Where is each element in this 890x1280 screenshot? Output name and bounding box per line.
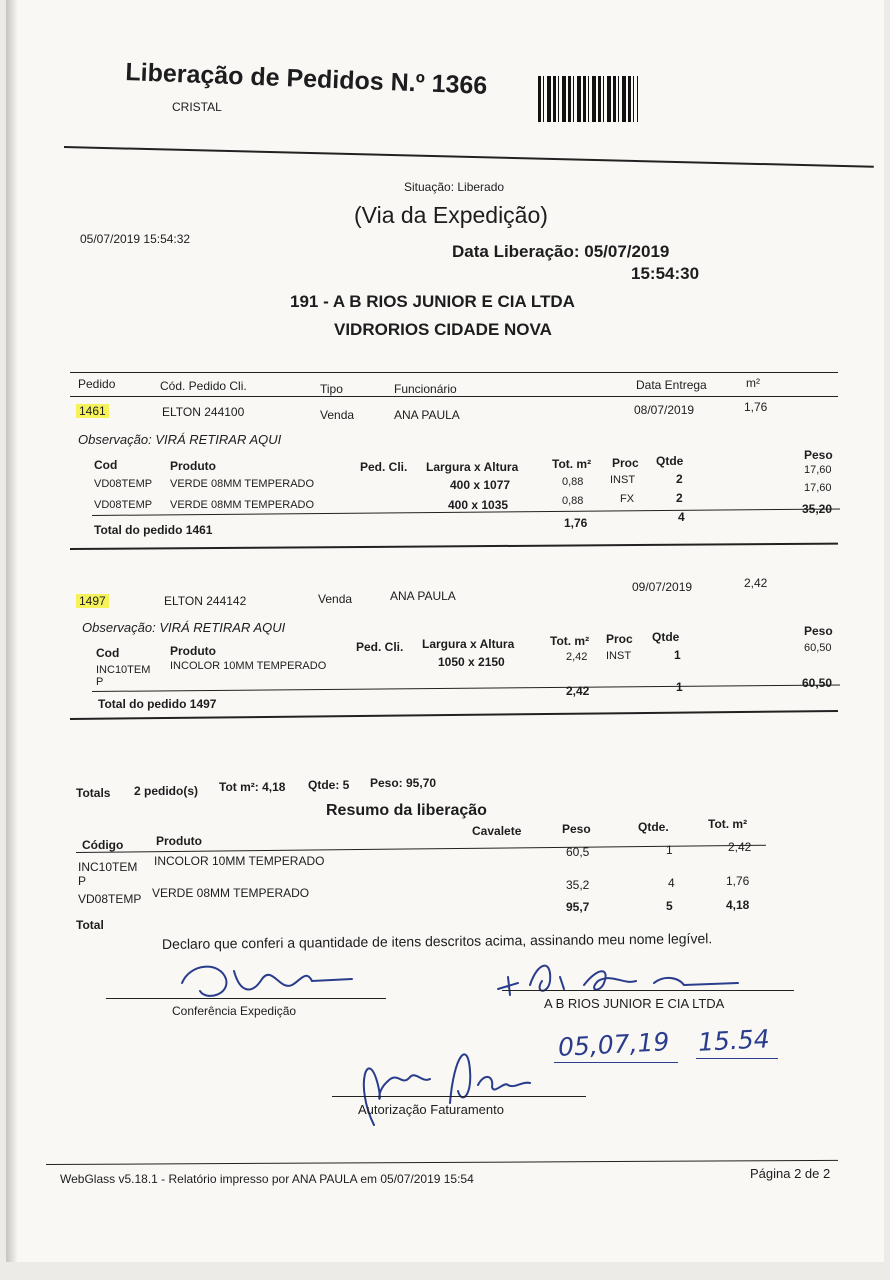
order-total-m2: 2,42	[566, 684, 590, 698]
item-qty: 2	[676, 491, 683, 505]
via-label: (Via da Expedição)	[354, 202, 548, 228]
item-weight: 17,60	[804, 482, 832, 494]
item-product: VERDE 08MM TEMPERADO	[170, 478, 315, 490]
summary-m2: 1,76	[726, 874, 750, 888]
item-qty: 2	[676, 472, 683, 486]
summary-col-codigo: Código	[82, 838, 124, 852]
order-m2: 1,76	[744, 400, 768, 414]
item-proc: FX	[620, 493, 635, 505]
item-dimensions: 400 x 1077	[450, 478, 511, 492]
summary-total-qty: 5	[666, 899, 673, 913]
item-col-peso: Peso	[804, 448, 833, 462]
item-m2: 2,42	[566, 651, 588, 663]
col-data-entrega: Data Entrega	[636, 378, 707, 392]
order-observation: Observação: VIRÁ RETIRAR AQUI	[82, 620, 286, 635]
item-col-peso: Peso	[804, 624, 833, 638]
summary-product: VERDE 08MM TEMPERADO	[152, 886, 310, 900]
handwritten-time: 15.54	[697, 1024, 771, 1057]
order-client-code: ELTON 244100	[162, 405, 245, 419]
item-code: INC10TEM	[96, 664, 151, 676]
order-total-weight: 35,20	[802, 502, 833, 516]
col-cod-pedido: Cód. Pedido Cli.	[160, 379, 247, 393]
item-code-continuation: P	[96, 676, 104, 688]
paper-edge-shadow	[6, 0, 18, 1262]
footer-page-number: Página 2 de 2	[750, 1166, 831, 1181]
order-total-qty: 1	[676, 680, 683, 694]
order-total-label: Total do pedido 1461	[94, 523, 213, 537]
summary-code: VD08TEMP	[78, 892, 142, 906]
item-col-ped-cli: Ped. Cli.	[356, 640, 404, 654]
totals-m2: Tot m²: 4,18	[219, 780, 286, 794]
order-header-top-line	[70, 372, 838, 373]
footer-report-info: WebGlass v5.18.1 - Relatório impresso por ANA PAULA em 05/07/2019 15:54	[60, 1172, 474, 1186]
conferencia-label: Conferência Expedição	[172, 1004, 297, 1018]
autorizacao-signature-line	[332, 1096, 586, 1097]
order-type: Venda	[318, 592, 353, 606]
order-delivery-date: 09/07/2019	[632, 580, 693, 594]
summary-title: Resumo da liberação	[326, 802, 487, 819]
release-time: 15:54:30	[631, 264, 700, 283]
handwritten-date: 05,07,19	[557, 1027, 671, 1062]
order-number: 1461	[76, 404, 109, 418]
signature-cliente	[494, 955, 754, 1001]
print-datetime: 05/07/2019 15:54:32	[80, 232, 191, 246]
order-separator	[70, 543, 838, 550]
item-dimensions: 1050 x 2150	[438, 655, 505, 669]
order-total-qty: 4	[678, 510, 685, 524]
item-col-produto: Produto	[170, 459, 216, 473]
totals-orders: 2 pedido(s)	[134, 784, 199, 798]
item-col-cod: Cod	[96, 646, 120, 660]
col-pedido: Pedido	[78, 377, 116, 391]
item-product: VERDE 08MM TEMPERADO	[170, 499, 315, 511]
header-divider	[64, 146, 874, 168]
order-m2: 2,42	[744, 576, 768, 590]
order-total-m2: 1,76	[564, 516, 588, 530]
item-proc: INST	[606, 650, 632, 662]
summary-col-cavalete: Cavalete	[472, 824, 522, 838]
order-employee: ANA PAULA	[394, 408, 460, 422]
item-proc: INST	[610, 474, 636, 486]
cliente-signature-line	[502, 990, 794, 991]
item-col-proc: Proc	[612, 456, 639, 470]
declaration-text: Declaro que conferi a quantidade de itens descritos acima, assinando meu nome legível.	[161, 930, 713, 952]
item-col-largura-altura: Largura x Altura	[422, 637, 515, 651]
document-subtitle: CRISTAL	[172, 100, 222, 114]
release-date: Data Liberação: 05/07/2019	[452, 242, 670, 261]
order-total-weight: 60,50	[802, 676, 833, 690]
order-employee: ANA PAULA	[390, 589, 456, 603]
order-delivery-date: 08/07/2019	[634, 403, 695, 417]
item-m2: 0,88	[562, 495, 584, 507]
client-code-name: 191 - A B RIOS JUNIOR E CIA LTDA	[290, 292, 575, 311]
summary-code: INC10TEM	[78, 860, 138, 874]
summary-code-continuation: P	[78, 874, 87, 888]
item-col-qtde: Qtde	[652, 630, 680, 644]
order-type: Venda	[320, 408, 355, 422]
summary-product: INCOLOR 10MM TEMPERADO	[154, 854, 325, 868]
signature-autorizacao	[344, 1025, 544, 1135]
order-header-bottom-line	[70, 396, 838, 397]
item-col-cod: Cod	[94, 458, 118, 472]
item-weight: 17,60	[804, 464, 832, 476]
summary-qty: 4	[668, 876, 675, 890]
summary-col-peso: Peso	[562, 822, 591, 836]
item-col-tot-m2: Tot. m²	[552, 457, 592, 471]
item-col-qtde: Qtde	[656, 454, 684, 468]
col-tipo: Tipo	[320, 382, 343, 396]
col-funcionario: Funcionário	[394, 382, 457, 396]
item-col-proc: Proc	[606, 632, 633, 646]
totals-weight: Peso: 95,70	[370, 776, 437, 790]
footer-line	[46, 1160, 838, 1165]
item-product: INCOLOR 10MM TEMPERADO	[170, 660, 327, 672]
item-col-tot-m2: Tot. m²	[550, 634, 590, 648]
document-title: Liberação de Pedidos N.º 1366	[124, 58, 488, 100]
item-col-ped-cli: Ped. Cli.	[360, 460, 408, 474]
summary-total-m2: 4,18	[726, 898, 750, 912]
summary-m2: 2,42	[728, 840, 752, 854]
summary-qty: 1	[666, 843, 673, 857]
col-m2: m²	[746, 376, 760, 390]
summary-total-label: Total	[76, 918, 104, 932]
totals-label: Totals	[76, 786, 111, 800]
order-number: 1497	[76, 594, 109, 608]
client-trade-name: VIDRORIOS CIDADE NOVA	[334, 320, 552, 339]
order-client-code: ELTON 244142	[164, 594, 247, 608]
summary-weight: 35,2	[566, 878, 590, 892]
order-total-label: Total do pedido 1497	[98, 697, 217, 711]
conferencia-signature-line	[106, 998, 386, 999]
autorizacao-label: Autorização Faturamento	[358, 1102, 504, 1117]
handwritten-time-underline	[696, 1058, 778, 1059]
order-observation: Observação: VIRÁ RETIRAR AQUI	[78, 432, 282, 447]
summary-total-weight: 95,7	[566, 900, 590, 914]
cliente-label: A B RIOS JUNIOR E CIA LTDA	[544, 996, 725, 1011]
totals-qty: Qtde: 5	[308, 778, 350, 792]
summary-col-produto: Produto	[156, 834, 202, 848]
item-code: VD08TEMP	[94, 499, 153, 511]
situation-status: Situação: Liberado	[404, 180, 505, 194]
barcode	[538, 76, 638, 122]
item-col-largura-altura: Largura x Altura	[426, 460, 519, 474]
item-col-produto: Produto	[170, 644, 216, 658]
summary-col-tot-m2: Tot. m²	[708, 817, 748, 831]
item-qty: 1	[674, 648, 681, 662]
summary-col-qtde: Qtde.	[638, 820, 669, 834]
item-weight: 60,50	[804, 642, 832, 654]
item-code: VD08TEMP	[94, 478, 153, 490]
handwritten-date-underline	[554, 1062, 678, 1063]
item-dimensions: 400 x 1035	[448, 498, 509, 512]
order-separator	[70, 710, 838, 720]
order-total-line	[92, 684, 840, 692]
item-m2: 0,88	[562, 476, 584, 488]
summary-weight: 60,5	[566, 845, 590, 859]
document-page	[6, 0, 884, 1262]
